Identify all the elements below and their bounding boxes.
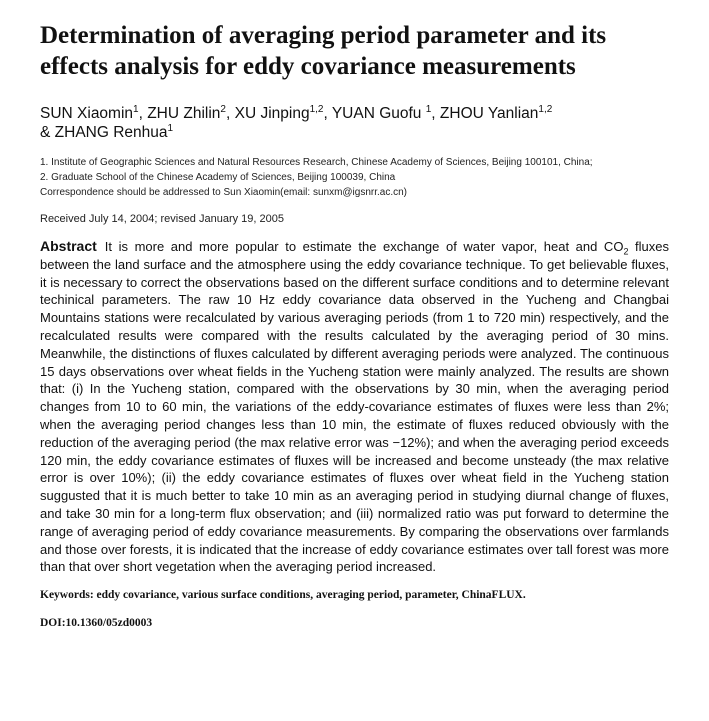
abstract-lead: It is more and more popular to estimate the exchange of water vapor, heat and CO <box>104 239 624 254</box>
author-name: ZHU Zhilin <box>147 105 221 122</box>
paper-title: Determination of averaging period parameter and its effects analysis for eddy covariance measurements <box>40 22 607 80</box>
author-name: SUN Xiaomin <box>40 105 134 122</box>
author-affiliation-mark: 2 <box>220 103 226 115</box>
author-separator: & <box>40 124 55 141</box>
author-separator: , <box>138 105 148 122</box>
keywords: Keywords: eddy covariance, various surface conditions, averaging period, parameter, ChinaFLUX. <box>40 589 526 602</box>
affiliation-line: 2. Graduate School of the Chinese Academy of Sciences, Beijing 100039, China <box>40 172 396 183</box>
author-affiliation-mark: 1 <box>133 103 139 115</box>
author-name: ZHOU Yanlian <box>439 105 539 122</box>
author-affiliation-mark: 1,2 <box>309 103 324 115</box>
abstract <box>40 238 669 576</box>
author-separator: , <box>323 105 332 122</box>
doi: DOI:10.1360/05zd0003 <box>40 617 153 630</box>
affiliation-line: 1. Institute of Geographic Sciences and Natural Resources Research, Chinese Academy of Sciences, Beijing 100101, China; <box>40 157 593 168</box>
author-name: XU Jinping <box>234 105 310 122</box>
author-name: ZHANG Renhua <box>54 124 168 141</box>
author-separator: , <box>431 105 440 122</box>
correspondence-line: Correspondence should be addressed to Sun Xiaomin(email: sunxm@igsnrr.ac.cn) <box>40 187 408 198</box>
affiliations <box>40 155 669 200</box>
author-list <box>40 104 669 142</box>
author-affiliation-mark: 1 <box>425 103 432 115</box>
author-affiliation-mark: 1 <box>167 122 174 134</box>
abstract-label: Abstract <box>40 238 97 254</box>
received-dates: Received July 14, 2004; revised January 19, 2005 <box>40 213 284 225</box>
author-affiliation-mark: 1,2 <box>538 103 553 115</box>
author-name: YUAN Guofu <box>331 105 426 122</box>
abstract-body: fluxes between the land surface and the atmosphere using the eddy covariance technique. To get believable fluxes, it is necessary to correct the observations based on the different surface conditions and to determine relevant techinical parameters. The raw 10 Hz eddy covariance data observed in the Yucheng and Changbai Mountains stations were recalculated by various averaging periods (from 1 to 720 min) respectively, and the recalculated results were compared with the results calculated by the averaging period of 30 mins. Meanwhile, the distinctions of fluxes calculated by different averaging periods were analyzed. The continuous 15 days observations over wheat fields in the Yucheng station were mainly analyzed. The results are shown that: (i) In the Yucheng station, compared with the observations by 30 min, when the averaging period changes from 10 to 60 min, the variations of the eddy-covariance estimates of fluxes were less than 2%; when the averaging period changes less than 10 min, the estimate of fluxes reduced obviously with the reduction of the averaging period (the max relative error was −12%); and when the averaging period exceeds 120 min, the eddy covariance estimates of fluxes will be increased and become unsteady (the max relative error is over 10%); (ii) the eddy covariance estimates of fluxes over wheat field in the Yucheng station suggusted that it is much better to take 10 min as an averaging period in studying diurnal change of fluxes, and take 30 min for a long-term flux observation; and (iii) normalized ratio was put forward to determine the range of averaging period of eddy covariance measurements. By comparing the observations over farmlands and those over forests, it is indicated that the increase of eddy covariance estimates over tall forest was more than that over short vegetation when the averaging period increased. <box>40 239 669 575</box>
abstract-subscript: 2 <box>623 246 629 257</box>
author-separator: , <box>225 105 235 122</box>
